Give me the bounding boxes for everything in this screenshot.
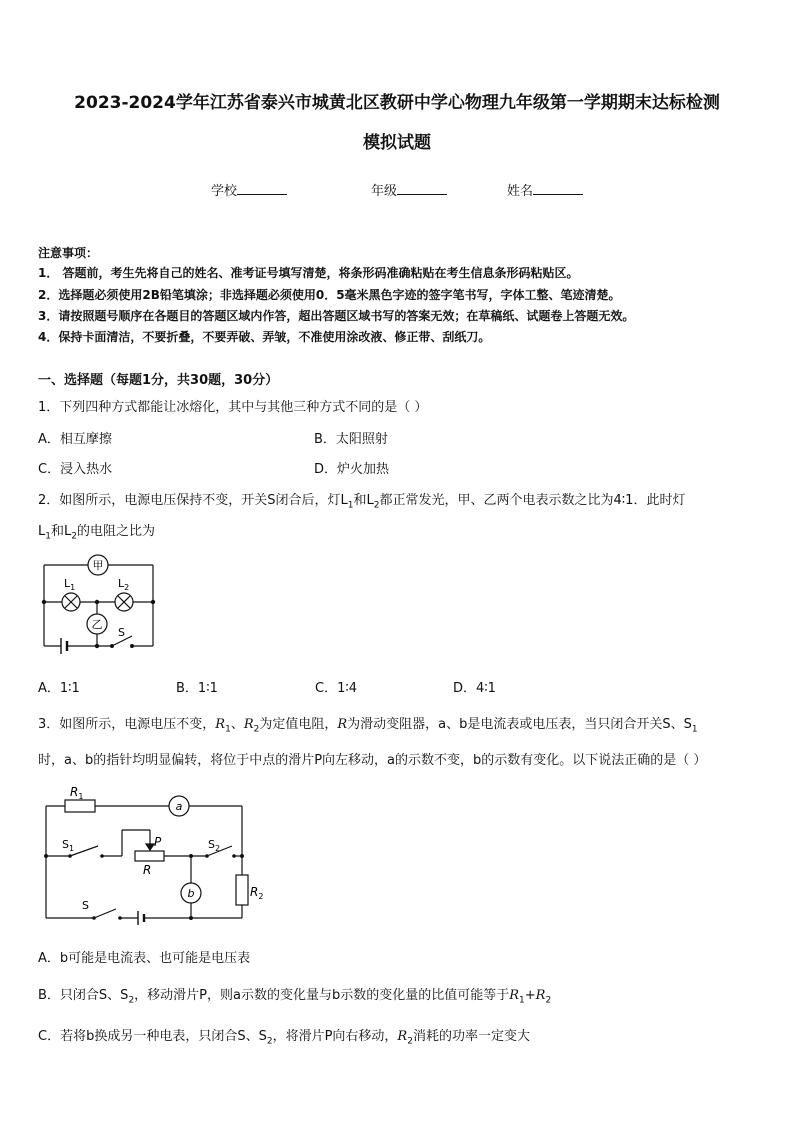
q3-s1-label: $S_1$ (62, 838, 75, 853)
q2-circuit-diagram (36, 550, 161, 662)
q3-r2-label: $R_2$ (250, 885, 264, 901)
q1-option-b: B．太阳照射 (314, 432, 388, 447)
grade-field[interactable] (371, 180, 447, 199)
grade-label: 年级 (371, 184, 398, 199)
q2-option-d: D．4∶1 (453, 681, 496, 696)
q3-option-b: B．只闭合S、$S_2$，移动滑片P，则a示数的变化量与b示数的变化量的比值可能等于$R_1+R_2$ (38, 988, 552, 1006)
page-title-line1: 2023-2024学年江苏省泰兴市城黄北区教研中学心物理九年级第一学期期末达标检测 (74, 93, 720, 113)
q3-stem-line2: 时，a、b的指针均明显偏转，将位于中点的滑片P向左移动，a的示数不变，b的示数有变化。以下说法正确的是（ ） (38, 753, 707, 768)
q1-option-c: C．浸入热水 (38, 462, 113, 477)
notice-item-3: 3．请按照题号顺序在各题目的答题区域内作答，超出答题区域书写的答案无效；在草稿纸、试题卷上答题无效。 (38, 309, 635, 323)
school-field[interactable] (211, 180, 287, 199)
q3-circuit-diagram (36, 782, 264, 927)
notice-item-4: 4．保持卡面清洁，不要折叠，不要弄破、弄皱，不准使用涂改液、修正带、刮纸刀。 (38, 330, 491, 344)
section-heading: 一、选择题（每题1分，共30题，30分） (38, 373, 279, 388)
q1-option-d: D．炉火加热 (314, 462, 390, 477)
q1-option-a: A．相互摩擦 (38, 432, 112, 447)
name-field[interactable] (507, 180, 583, 199)
q3-s2-label: $S_2$ (208, 838, 221, 853)
notice-item-1: 1． 答题前，考生先将自己的姓名、准考证号填写清楚，将条形码准确粘贴在考生信息条形码粘贴区。 (38, 266, 579, 280)
q3-stem-line1: 3．如图所示，电源电压不变，$R_1$、$R_2$为定值电阻，R为滑动变阻器，a、b是电流表或电压表，当只闭合开关S、$S_1$ (38, 717, 698, 735)
q2-meter-jia-label: 甲 (92, 559, 104, 572)
q2-switch-label: S (118, 626, 125, 639)
q3-r1-label: $R_1$ (70, 785, 84, 801)
school-label: 学校 (211, 184, 238, 199)
q3-meter-b-label: b (187, 887, 195, 900)
q1-stem: 1．下列四种方式都能让冰熔化，其中与其他三种方式不同的是（ ） (38, 400, 428, 415)
q2-meter-yi-label: 乙 (91, 618, 103, 631)
q2-option-b: B．1∶1 (176, 681, 218, 696)
q3-switch-s-label: S (82, 899, 89, 912)
q2-option-c: C．1∶4 (315, 681, 358, 696)
q3-option-c: C．若将b换成另一种电表，只闭合S、$S_2$，将滑片P向右移动，$R_2$消耗的功率一定变大 (38, 1029, 530, 1047)
q2-lamp2-label: $L_2$ (118, 577, 130, 592)
q3-slider-p-label: P (154, 835, 162, 849)
page-title-line2: 模拟试题 (363, 133, 431, 153)
q3-rheostat-label: R (143, 863, 152, 877)
q3-option-a: A．b可能是电流表、也可能是电压表 (38, 951, 251, 966)
q2-stem-line2: $L_1$和$L_2$的电阻之比为 (38, 524, 155, 542)
q3-meter-a-label: a (175, 800, 183, 813)
notice-heading: 注意事项： (38, 246, 99, 260)
name-label: 姓名 (507, 184, 534, 199)
q2-option-a: A．1∶1 (38, 681, 80, 696)
q2-lamp1-label: $L_1$ (64, 577, 76, 592)
notice-item-2: 2．选择题必须使用2B铅笔填涂；非选择题必须使用0．5毫米黑色字迹的签字笔书写，字体工整、笔迹清楚。 (38, 288, 621, 302)
q2-stem-line1: 2．如图所示，电源电压保持不变，开关S闭合后，灯$L_1$和$L_2$都正常发光，甲、乙两个电表示数之比为4∶1．此时灯 (38, 493, 686, 511)
